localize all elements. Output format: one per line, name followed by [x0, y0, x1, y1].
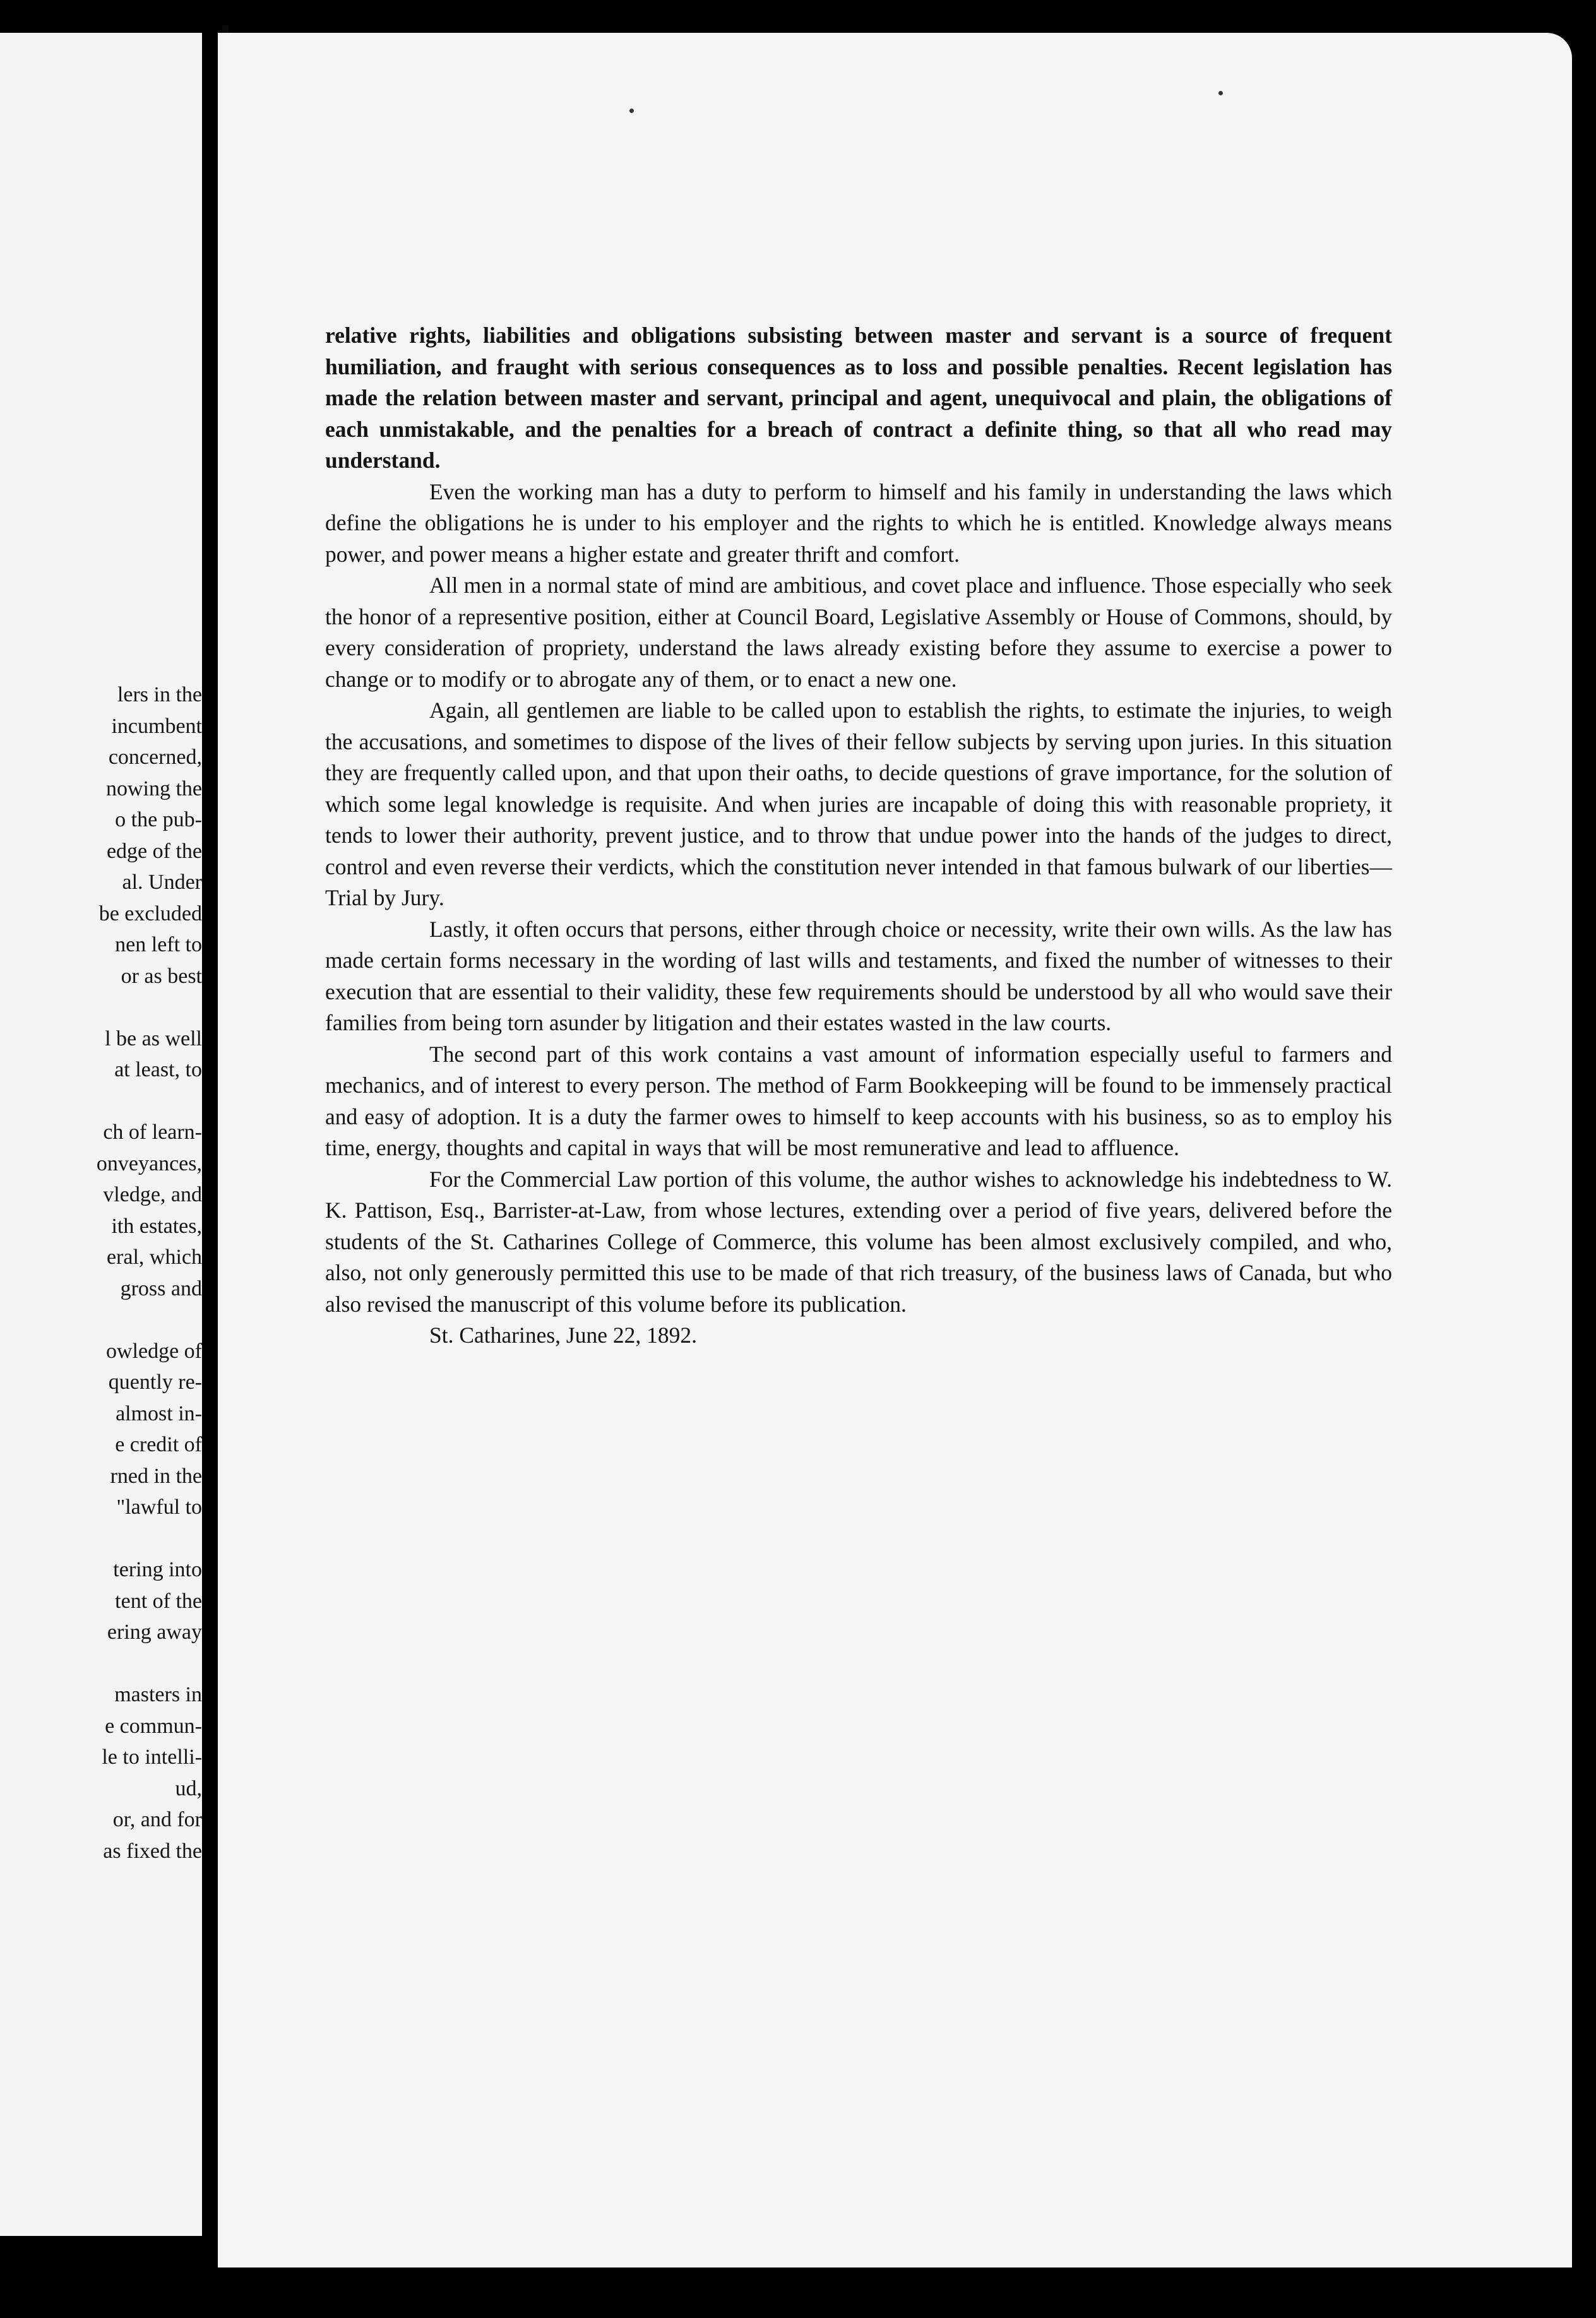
- left-page-line: l be as well: [105, 1026, 202, 1050]
- left-page-line: ch of learn-: [103, 1120, 202, 1144]
- left-page-line: "lawful to: [116, 1495, 202, 1519]
- left-page-line: rned in the: [110, 1464, 202, 1488]
- left-page-line: lers in the: [117, 683, 202, 706]
- left-page-line: owledge of: [105, 1339, 202, 1363]
- paragraph-second-part: The second part of this work contains a vast amount of information especially useful to farmers and mechanics, and of interest to every person. The method of Farm Bookkeeping will be found to be immensely practical and easy of adoption. It is a duty the farmer owes to himself to keep accounts with his business, so as to employ his time, energy, thoughts and capital in ways that will be most remunerative and lead to affluence.: [325, 1041, 1392, 1160]
- left-page-line: vledge, and: [103, 1183, 202, 1206]
- left-page-line: nen left to: [115, 933, 202, 956]
- left-page-line: e commun-: [105, 1714, 202, 1738]
- paragraph-working-man: Even the working man has a duty to perform to himself and his family in understanding the laws which define the obligations he is under to his employer and the rights to which he is entitled. Knowledge always means power, and power means a higher estate and greater thrift and comfort.: [325, 478, 1392, 567]
- left-page-line: or as best: [121, 964, 202, 988]
- left-page-fragment: [0, 33, 202, 2236]
- left-page-line: e credit of: [115, 1433, 202, 1456]
- ink-speck: [1218, 91, 1223, 95]
- left-page-line: nowing the: [105, 776, 202, 800]
- left-page-line: ud,: [175, 1776, 202, 1800]
- left-page-line: edge of the: [106, 839, 202, 863]
- right-page: [218, 33, 1572, 2267]
- place-and-date-signature: St. Catharines, June 22, 1892.: [429, 1322, 697, 1348]
- left-page-line: tent of the: [115, 1589, 202, 1613]
- left-page-line: ering away: [107, 1620, 202, 1644]
- left-page-line: quently re-: [108, 1370, 202, 1394]
- left-page-line: concerned,: [108, 746, 202, 769]
- left-page-line: gross and: [120, 1276, 202, 1300]
- left-page-line: al. Under: [122, 871, 202, 894]
- left-page-line: eral, which: [106, 1245, 202, 1269]
- paragraph-juries: Again, all gentlemen are liable to be called upon to establish the rights, to estimate the injuries, to weigh the accusations, and sometimes to dispose of the lives of their fellow subjects by serving upon juries. In this situation they are frequently called upon, and that upon their oaths, to decide questions of grave importance, for the solution of which some legal knowledge is requisite. And when juries are incapable of doing this with reasonable propriety, it tends to lower their authority, prevent justice, and to throw that undue power into the hands of the judges to direct, control and even reverse their verdicts, which the constitution never intended in that famous bulwark of our liberties—Trial by Jury.: [325, 698, 1392, 910]
- paragraph-relative-rights: relative rights, liabilities and obligations subsisting between master and servant is a source of frequent humiliation, and fraught with serious consequences as to loss and possible penalties. Recent legislation has made the relation between master and servant, principal and agent, unequivocal and plain, the obligations of each unmistakable, and the penalties for a breach of contract a definite thing, so that all who read may understand.: [325, 323, 1392, 473]
- left-page-line: almost in-: [116, 1401, 202, 1425]
- paragraph-wills: Lastly, it often occurs that persons, either through choice or necessity, write their own wills. As the law has made certain forms necessary in the wording of last wills and testaments, and fixed the number of witnesses to their execution that are essential to their validity, these few requirements should be understood by all who would save their families from being torn asunder by litigation and their estates wasted in the law courts.: [325, 916, 1392, 1035]
- left-page-line: incumbent: [111, 714, 202, 738]
- left-page-line: or, and for: [112, 1808, 202, 1831]
- left-page-line: tering into: [113, 1558, 202, 1581]
- ink-speck: [629, 109, 634, 113]
- left-page-line: masters in: [114, 1683, 202, 1706]
- page-text-block: [325, 320, 1392, 1352]
- left-page-line: ith estates,: [111, 1214, 202, 1238]
- left-page-line: be excluded: [98, 901, 202, 925]
- paragraph-ambitious-men: All men in a normal state of mind are ambitious, and covet place and influence. Those especially who seek the honor of a representive position, either at Council Board, Legislative Assembly or House of Commons, should, by every consideration of propriety, understand the laws already existing before they assume to exercise a power to change or to modify or to abrogate any of them, or to enact a new one.: [325, 573, 1392, 692]
- left-page-line: onveyances,: [96, 1151, 202, 1175]
- left-page-line: le to intelli-: [102, 1745, 202, 1769]
- paragraph-acknowledgement: For the Commercial Law portion of this volume, the author wishes to acknowledge his indebtedness to W. K. Pattison, Esq., Barrister-at-Law, from whose lectures, extending over a period of five years, delivered before the students of the St. Catharines College of Commerce, this volume has been almost exclusively compiled, and who, also, not only generously permitted this use to be made of that rich treasury, of the business laws of Canada, but who also revised the manuscript of this volume before its publication.: [325, 1166, 1392, 1317]
- left-page-line: o the pub-: [115, 808, 202, 831]
- left-page-line: at least, to: [114, 1058, 202, 1081]
- left-page-line: as fixed the: [103, 1839, 202, 1863]
